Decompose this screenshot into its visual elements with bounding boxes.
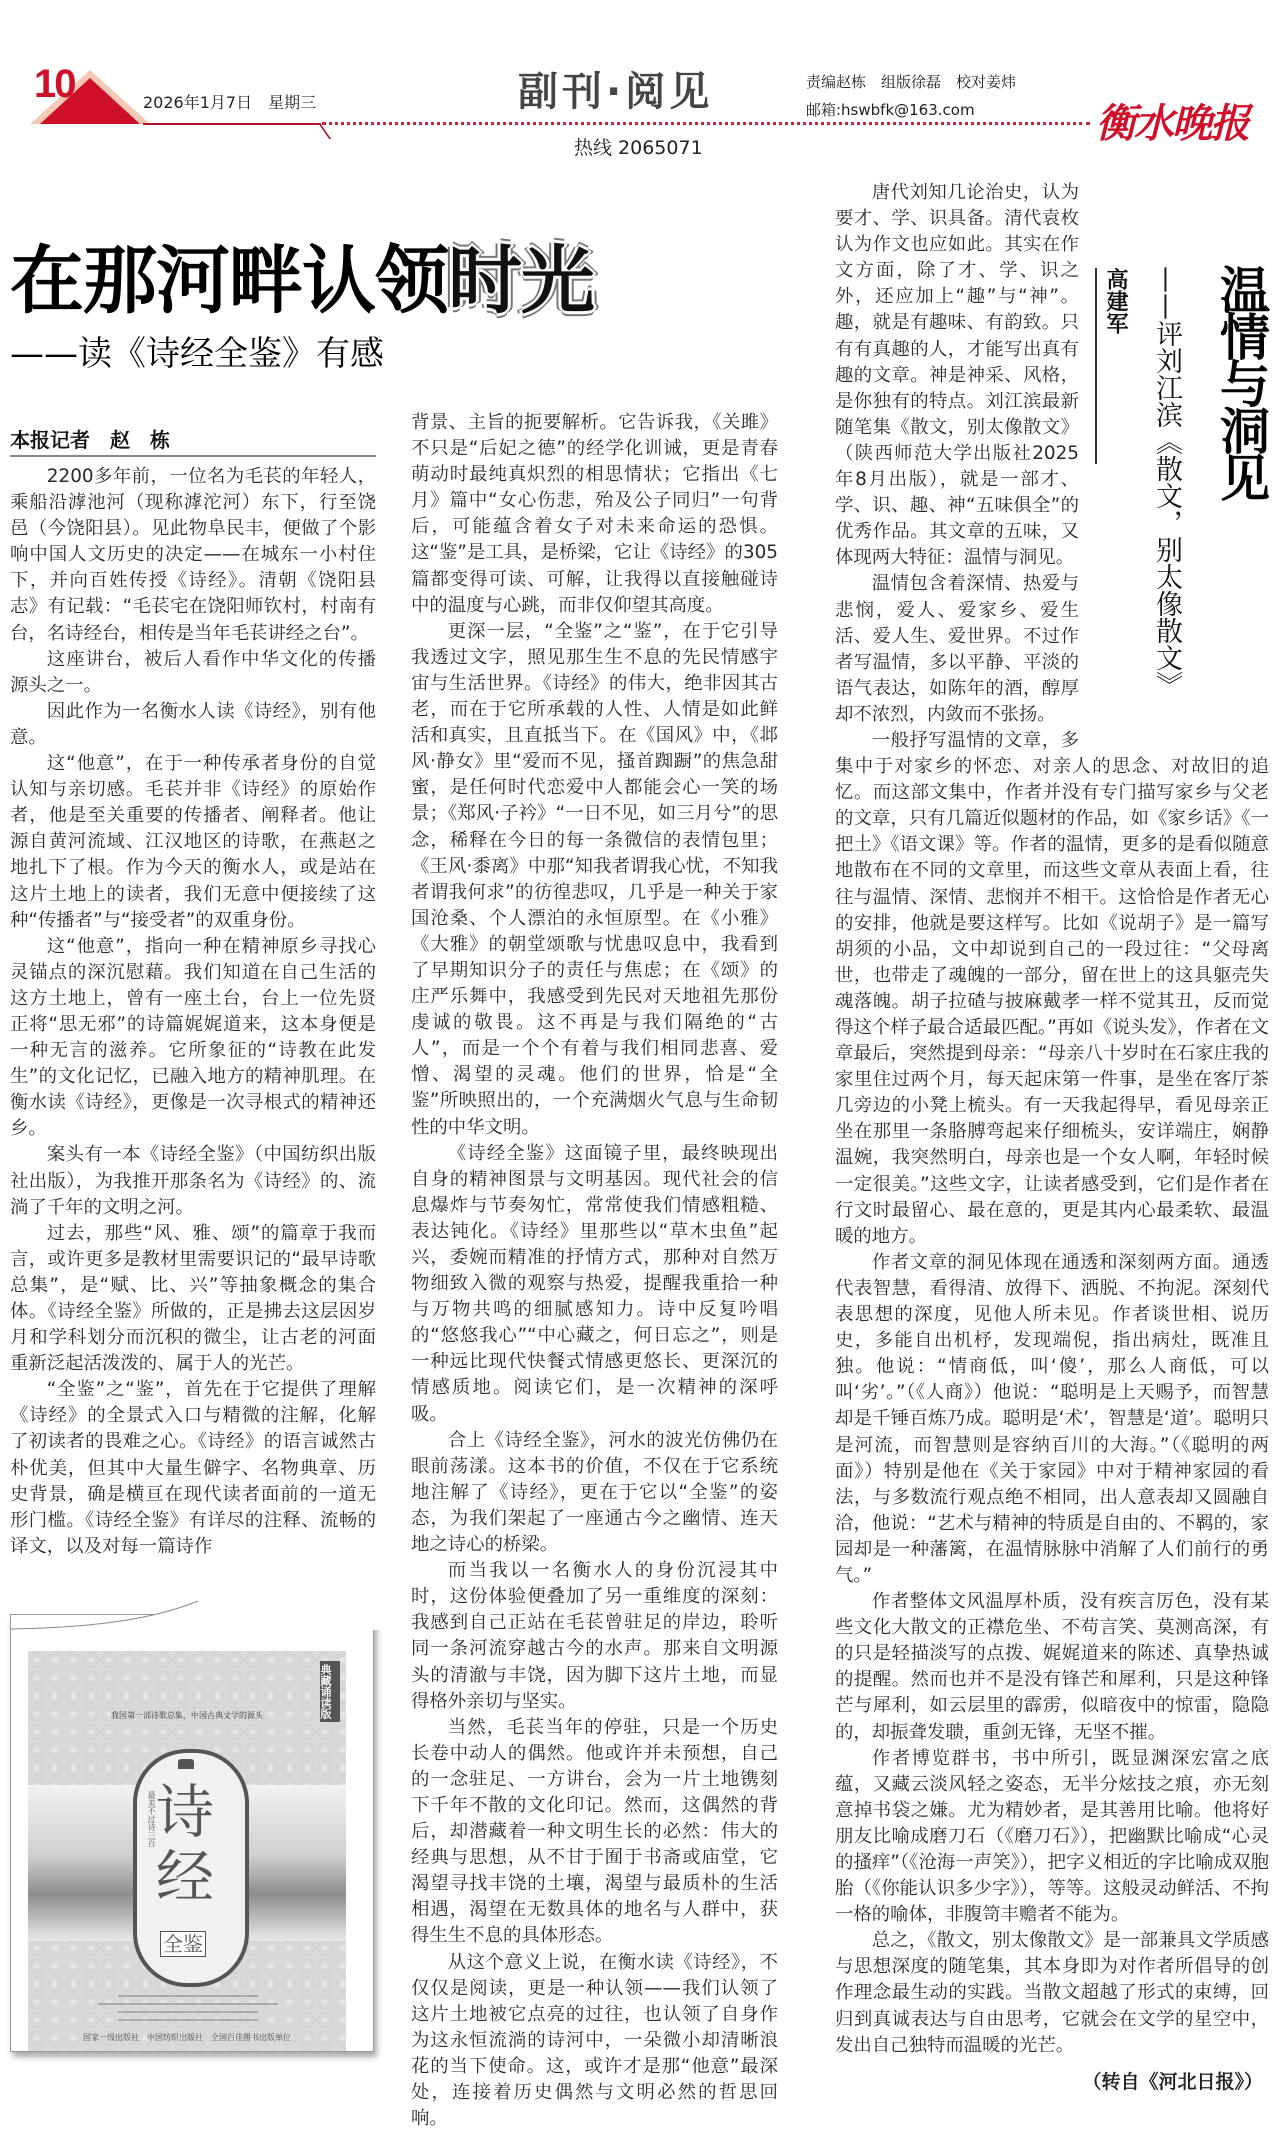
article-column-left-text bbox=[10, 464, 376, 1560]
paragraph: 这座讲台，被后人看作中华文化的传播源头之一。 bbox=[10, 648, 376, 696]
cover-edition-badge: 典藏诵读版 bbox=[320, 1661, 340, 1722]
book-cover-image bbox=[10, 1600, 386, 2055]
section-title: 副刊·阅见 bbox=[518, 69, 714, 115]
paragraph: 案头有一本《诗经全鉴》（中国纺织出版社出版），为我推开那条名为《诗经》的、流淌了千年的文明之河。 bbox=[10, 1144, 376, 1218]
editors-credit: 责编赵栋 组版徐磊 校对姜炜 bbox=[806, 73, 1017, 91]
byline-divider bbox=[10, 455, 376, 457]
header-rule bbox=[143, 123, 321, 125]
article-subtitle: ——读《诗经全鉴》有感 bbox=[10, 334, 384, 374]
article-column-middle bbox=[411, 410, 778, 2132]
paragraph: 这“他意”，指向一种在精神原乡寻找心灵锚点的深沉慰藉。我们知道在自己生活的这方土地上，曾有一座土台，台上一位先贤正将“思无邪”的诗篇娓娓道来，这本身便是一种无言的滋养。它所象征的“诗教在此发生”的文化记忆，已融入地方的精神肌理。在衡水读《诗经》，更像是一次寻根式的精神还乡。 bbox=[10, 935, 376, 1140]
paragraph: 2200多年前，一位名为毛苌的年轻人，乘船沿滹池河（现称滹沱河）东下，行至饶邑（今饶阳县）。见此物阜民丰，便做了个影响中国人文历史的决定——在城东一小村住下，并向百姓传授《诗经》。清朝《饶阳县志》有记载：“毛苌宅在饶阳师钦村，村南有台，名诗经台，相传是当年毛苌讲经之台”。 bbox=[10, 466, 376, 644]
article-title-highlight: 时光 bbox=[448, 238, 594, 324]
cover-blurb-line bbox=[98, 2003, 278, 2005]
paragraph: 过去，那些“风、雅、颂”的篇章于我而言，或许更多是教材里需要识记的“最早诗歌总集”，是“赋、比、兴”等抽象概念的集合体。《诗经全鉴》所做的，正是拂去这层因岁月和学科划分而沉积的微尘，让古老的河面重新泛起活泼泼的、属于人的光芒。 bbox=[10, 1222, 376, 1375]
article-title bbox=[10, 222, 594, 328]
cover-title-char: 诗 bbox=[156, 1777, 215, 1846]
header-dotted-rule bbox=[322, 122, 1090, 125]
paragraph: 作者博览群书，书中所引，既显渊深宏富之底蕴，又藏云淡风轻之姿态，无半分炫技之痕，亦无刻意掉书袋之嫌。尤为精妙者，是其善用比喻。他将好朋友比喻成磨刀石（《磨刀石》），把幽默比喻成“心灵的搔痒”（《沧海一声笑》），把字义相近的字比喻成双胞胎（《你能认识多少字》），等等。这般灵动鲜活、不拘一格的喻体，非腹笥丰赡者不能为。 bbox=[835, 1747, 1269, 1926]
cover-side-text: 最美不过诗三百 bbox=[147, 1790, 157, 1847]
paragraph: 这“他意”，在于一种传承者身份的自觉认知与亲切感。毛苌并非《诗经》的原始作者，他是至关重要的传播者、阐释者。他让源自黄河流域、江汉地区的诗歌，在燕赵之地扎下了根。作为今天的衡水人，或是站在这片土地上的读者，我们无意中便接续了这种“传播者”与“接受者”的双重身份。 bbox=[10, 753, 376, 931]
author-divider bbox=[1095, 268, 1097, 464]
cover-curl-edge bbox=[10, 1600, 386, 1630]
review-article-column bbox=[835, 180, 1269, 2095]
paragraph: “全鉴”之“鉴”，首先在于它提供了理解《诗经》的全景式入口与精微的注解，化解了初读者的畏难之心。《诗经》的语言诚然古朴优美，但其中大量生僻字、名物典章、历史背景，确是横亘在现代读者面前的一道无形门槛。《诗经全鉴》有详尽的注释、流畅的译文，以及对每一篇诗作 bbox=[10, 1379, 376, 1557]
paragraph: 背景、主旨的扼要解析。它告诉我，《关雎》不只是“后妃之德”的经学化训诫，更是青春萌动时最纯真炽烈的相思情状；它指出《七月》篇中“女心伤悲，殆及公子同归”一句背后，可能蕴含着女子对未来命运的恐惧。这“鉴”是工具，是桥梁，它让《诗经》的305篇都变得可读、可解，让我得以直接触碰诗中的温度与心跳，而非仅仰望其高度。 bbox=[411, 412, 778, 616]
paragraph: 一般抒写温情的文章，多集中于对家乡的怀恋、对亲人的思念、对故旧的追忆。而这部文集中，作者并没有专门描写家乡与父老的文章，只有几篇近似题材的作品，如《家乡话》《一把土》《语文课》等。作者的温情，更多的是看似随意地散布在不同的文章里，而这些文章从表面上看，往往与温情、深情、悲悯并不相干。这恰恰是作者无心的安排，他就是要这样写。比如《说胡子》是一篇写胡须的小品，文中却说到自己的一段过往：“父母离世，也带走了魂魄的一部分，留在世上的这具躯壳失魂落魄。胡子拉碴与披麻戴孝一样不觉其丑，反而觉得这个样子最合适最匹配。”再如《说头发》，作者在文章最后，突然提到母亲：“母亲八十岁时在石家庄我的家里住过两个月，每天起床第一件事，是坐在客厅茶几旁边的小凳上梳头。有一天我起得早，看见母亲正坐在那里一条胳膊弯起来仔细梳头，安详端庄，娴静温婉，我突然明白，母亲也是一个女人啊，年轻时候一定很美。”这些文字，让读者感受到，它们是作者在行文时最留心、最在意的，更是其内心最柔软、最温暖的地方。 bbox=[835, 729, 1269, 1247]
cover-title-char: 经 bbox=[156, 1842, 215, 1911]
newspaper-logo: 衡水晚报 bbox=[1096, 100, 1248, 147]
cover-paper bbox=[10, 1614, 374, 2052]
paragraph: 作者整体文风温厚朴质，没有疾言厉色，没有某些文化大散文的正襟危坐、不苟言笑、莫测高深，有的只是轻描淡写的点拨、娓娓道来的陈述、真挚热诚的提醒。然而也并不是没有锋芒和犀利，只是这种锋芒与犀利，如云层里的霹雳，似暗夜中的惊雷，隐隐的，却振聋发聩，重剑无锋，无坚不摧。 bbox=[835, 1591, 1269, 1743]
article-title-main: 在那河畔认领 bbox=[10, 238, 448, 324]
paragraph: 而当我以一名衡水人的身份沉浸其中时，这份体验便叠加了另一重维度的深刻：我感到自己正站在毛苌曾驻足的岸边，聆听同一条河流穿越古今的水声。那来自文明源头的清澈与丰饶，因为脚下这片土地，而显得格外亲切与坚实。 bbox=[411, 1560, 778, 1712]
cover-blurb-line bbox=[118, 2011, 258, 2013]
cover-title-subtitle: 全鉴 bbox=[160, 1931, 206, 1957]
paragraph: 作者文章的洞见体现在通透和深刻两方面。通透代表智慧，看得清、放得下、洒脱、不拘泥。深刻代表思想的深度，见他人所未见。作者谈世相、说历史，多能自出机杼，发现端倪，指出病灶，既准且独。他说：“情商低，叫‘傻’，那么人商低，可以叫‘劣’。”（《人商》）他说：“聪明是上天赐予，而智慧却是千锤百炼乃成。聪明是‘术’，智慧是‘道’。聪明只是河流，而智慧则是容纳百川的大海。”（《聪明的两面》）特别是他在《关于家园》中对于精神家园的看法，与多数流行观点绝不相同，出人意表却又圆融自洽，他说：“艺术与精神的特质是自由的、不羁的，家园却是一种藩篱，在温情脉脉中消解了人们前行的勇气。” bbox=[835, 1251, 1269, 1586]
paragraph: 合上《诗经全鉴》，河水的波光仿佛仍在眼前荡漾。这本书的价值，不仅在于它系统地注解了《诗经》，更在于它以“全鉴”的姿态，为我们架起了一座通古今之幽情、连天地之诗心的桥梁。 bbox=[411, 1429, 778, 1556]
review-subtitle: ——评刘江滨《散文，别太像散文》 bbox=[1151, 266, 1182, 698]
byline: 本报记者 赵 栋 bbox=[10, 428, 170, 452]
review-title: 温情与洞见 bbox=[1212, 264, 1271, 499]
paragraph: 因此作为一名衡水人读《诗经》，别有他意。 bbox=[10, 700, 376, 748]
issue-date: 2026年1月7日 星期三 bbox=[143, 93, 317, 112]
article-source: （转自《河北日报》） bbox=[1082, 2070, 1263, 2093]
review-author: 高建军 bbox=[1103, 268, 1128, 334]
paragraph: 《诗经全鉴》这面镜子里，最终映现出自身的精神图景与文明基因。现代社会的信息爆炸与节奏匆忙，常常使我们情感粗糙、表达钝化。《诗经》里那些以“草木虫鱼”起兴，委婉而精准的抒情方式，那种对自然万物细致入微的观察与热爱，提醒我重拾一种与万物共鸣的细腻感知力。诗中反复吟唱的“悠悠我心”“中心藏之，何日忘之”，则是一种远比现代快餐式情感更悠长、更深沉的情感质地。阅读它们，是一次精神的深呼吸。 bbox=[411, 1142, 778, 1425]
cover-tagline: 我国第一部诗歌总集，中国古典文学的源头 bbox=[111, 1710, 263, 1720]
article-column-left bbox=[10, 464, 388, 2055]
bell-icon bbox=[178, 1759, 194, 1769]
paragraph: 更深一层，“全鉴”之“鉴”，在于它引导我透过文字，照见那生生不息的先民情感宇宙与生活世界。《诗经》的伟大，绝非因其古老，而在于它所承载的人性、人情是如此鲜活和真实，且直抵当下。在《国风》中，《邶风·静女》里“爱而不见，搔首踟蹰”的焦急甜蜜，是任何时代恋爱中人都能会心一笑的场景；《郑风·子衿》“一日不见，如三月兮”的思念，稀释在今日的每一条微信的表情包里；《王风·黍离》中那“知我者谓我心忧，不知我者谓我何求”的彷徨悲叹，几乎是一种关于家国沧桑、个人漂泊的永恒原型。在《小雅》《大雅》的朝堂颂歌与忧患叹息中，我看到了早期知识分子的责任与焦虑；在《颂》的庄严乐舞中，我感受到先民对天地祖先那份虔诚的敬畏。这不再是与我们隔绝的“古人”，而是一个个有着与我们相同悲喜、爱憎、渴望的灵魂。他们的世界，恰是“全鉴”所映照出的，一个充满烟火气息与生命韧性的中华文明。 bbox=[411, 620, 778, 1138]
paragraph: 当然，毛苌当年的停驻，只是一个历史长卷中动人的偶然。他或许并未预想，自己的一念驻足、一方讲台，会为一片土地镌刻下千年不散的文化印记。然而，这偶然的背后，却潜藏着一种文明生长的必然：伟大的经典与思想，从不甘于囿于书斋或庙堂，它渴望寻找丰饶的土壤，渴望与最质朴的生活相遇，渴望在无数具体的地名与人群中，获得生生不息的具体形态。 bbox=[411, 1716, 778, 1947]
review-title-block bbox=[1079, 180, 1269, 752]
page-number: 10 bbox=[34, 62, 75, 106]
cover-artwork bbox=[28, 1651, 346, 2051]
header-rule-slant bbox=[318, 123, 331, 139]
cover-blurb-line bbox=[118, 1995, 258, 1997]
contact-email: 邮箱:hswbfk@163.com bbox=[806, 101, 975, 119]
paragraph: 温情包含着深情、热爱与悲悯，爱人、爱家乡、爱生活、爱人生、爱世界。不过作者写温情，多以平静、平淡的语气表达，如陈年的酒，醇厚却不浓烈，内敛而不张扬。 bbox=[835, 573, 1079, 725]
cover-publisher: 国家一级出版社 中国纺织出版社 全国百佳图书出版单位 bbox=[83, 2032, 291, 2042]
paragraph: 唐代刘知几论治史，认为要才、学、识具备。清代袁枚认为作文也应如此。其实在作文方面，除了才、学、识之外，还应加上“趣”与“神”。趣，就是有趣味、有韵致。只有有真趣的人，才能写出真有趣的文章。神是神采、风格，是你独有的特点。刘江滨最新随笔集《散文，别太像散文》（陕西师范大学出版社2025年8月出版），就是一部才、学、识、趣、神“五味俱全”的优秀作品。其文章的五味，又体现两大特征：温情与洞见。 bbox=[835, 182, 1079, 569]
hotline: 热线 2065071 bbox=[574, 137, 703, 159]
paragraph: 从这个意义上说，在衡水读《诗经》，不仅仅是阅读，更是一种认领——我们认领了这片土地被它点亮的过往，也认领了自身作为这永恒流淌的诗河中，一朵微小却清晰浪花的当下使命。这，或许才是那“他意”最深处，连接着历史偶然与文明必然的哲思回响。 bbox=[411, 1951, 778, 2130]
paragraph: 总之，《散文，别太像散文》是一部兼具文学质感与思想深度的随笔集，其本身即为对作者所倡导的创作理念最生动的实践。当散文超越了形式的束缚，回归到真诚表达与自由思考，它就会在文学的星空中，发出自己独特而温暖的光芒。 bbox=[835, 1930, 1269, 2056]
